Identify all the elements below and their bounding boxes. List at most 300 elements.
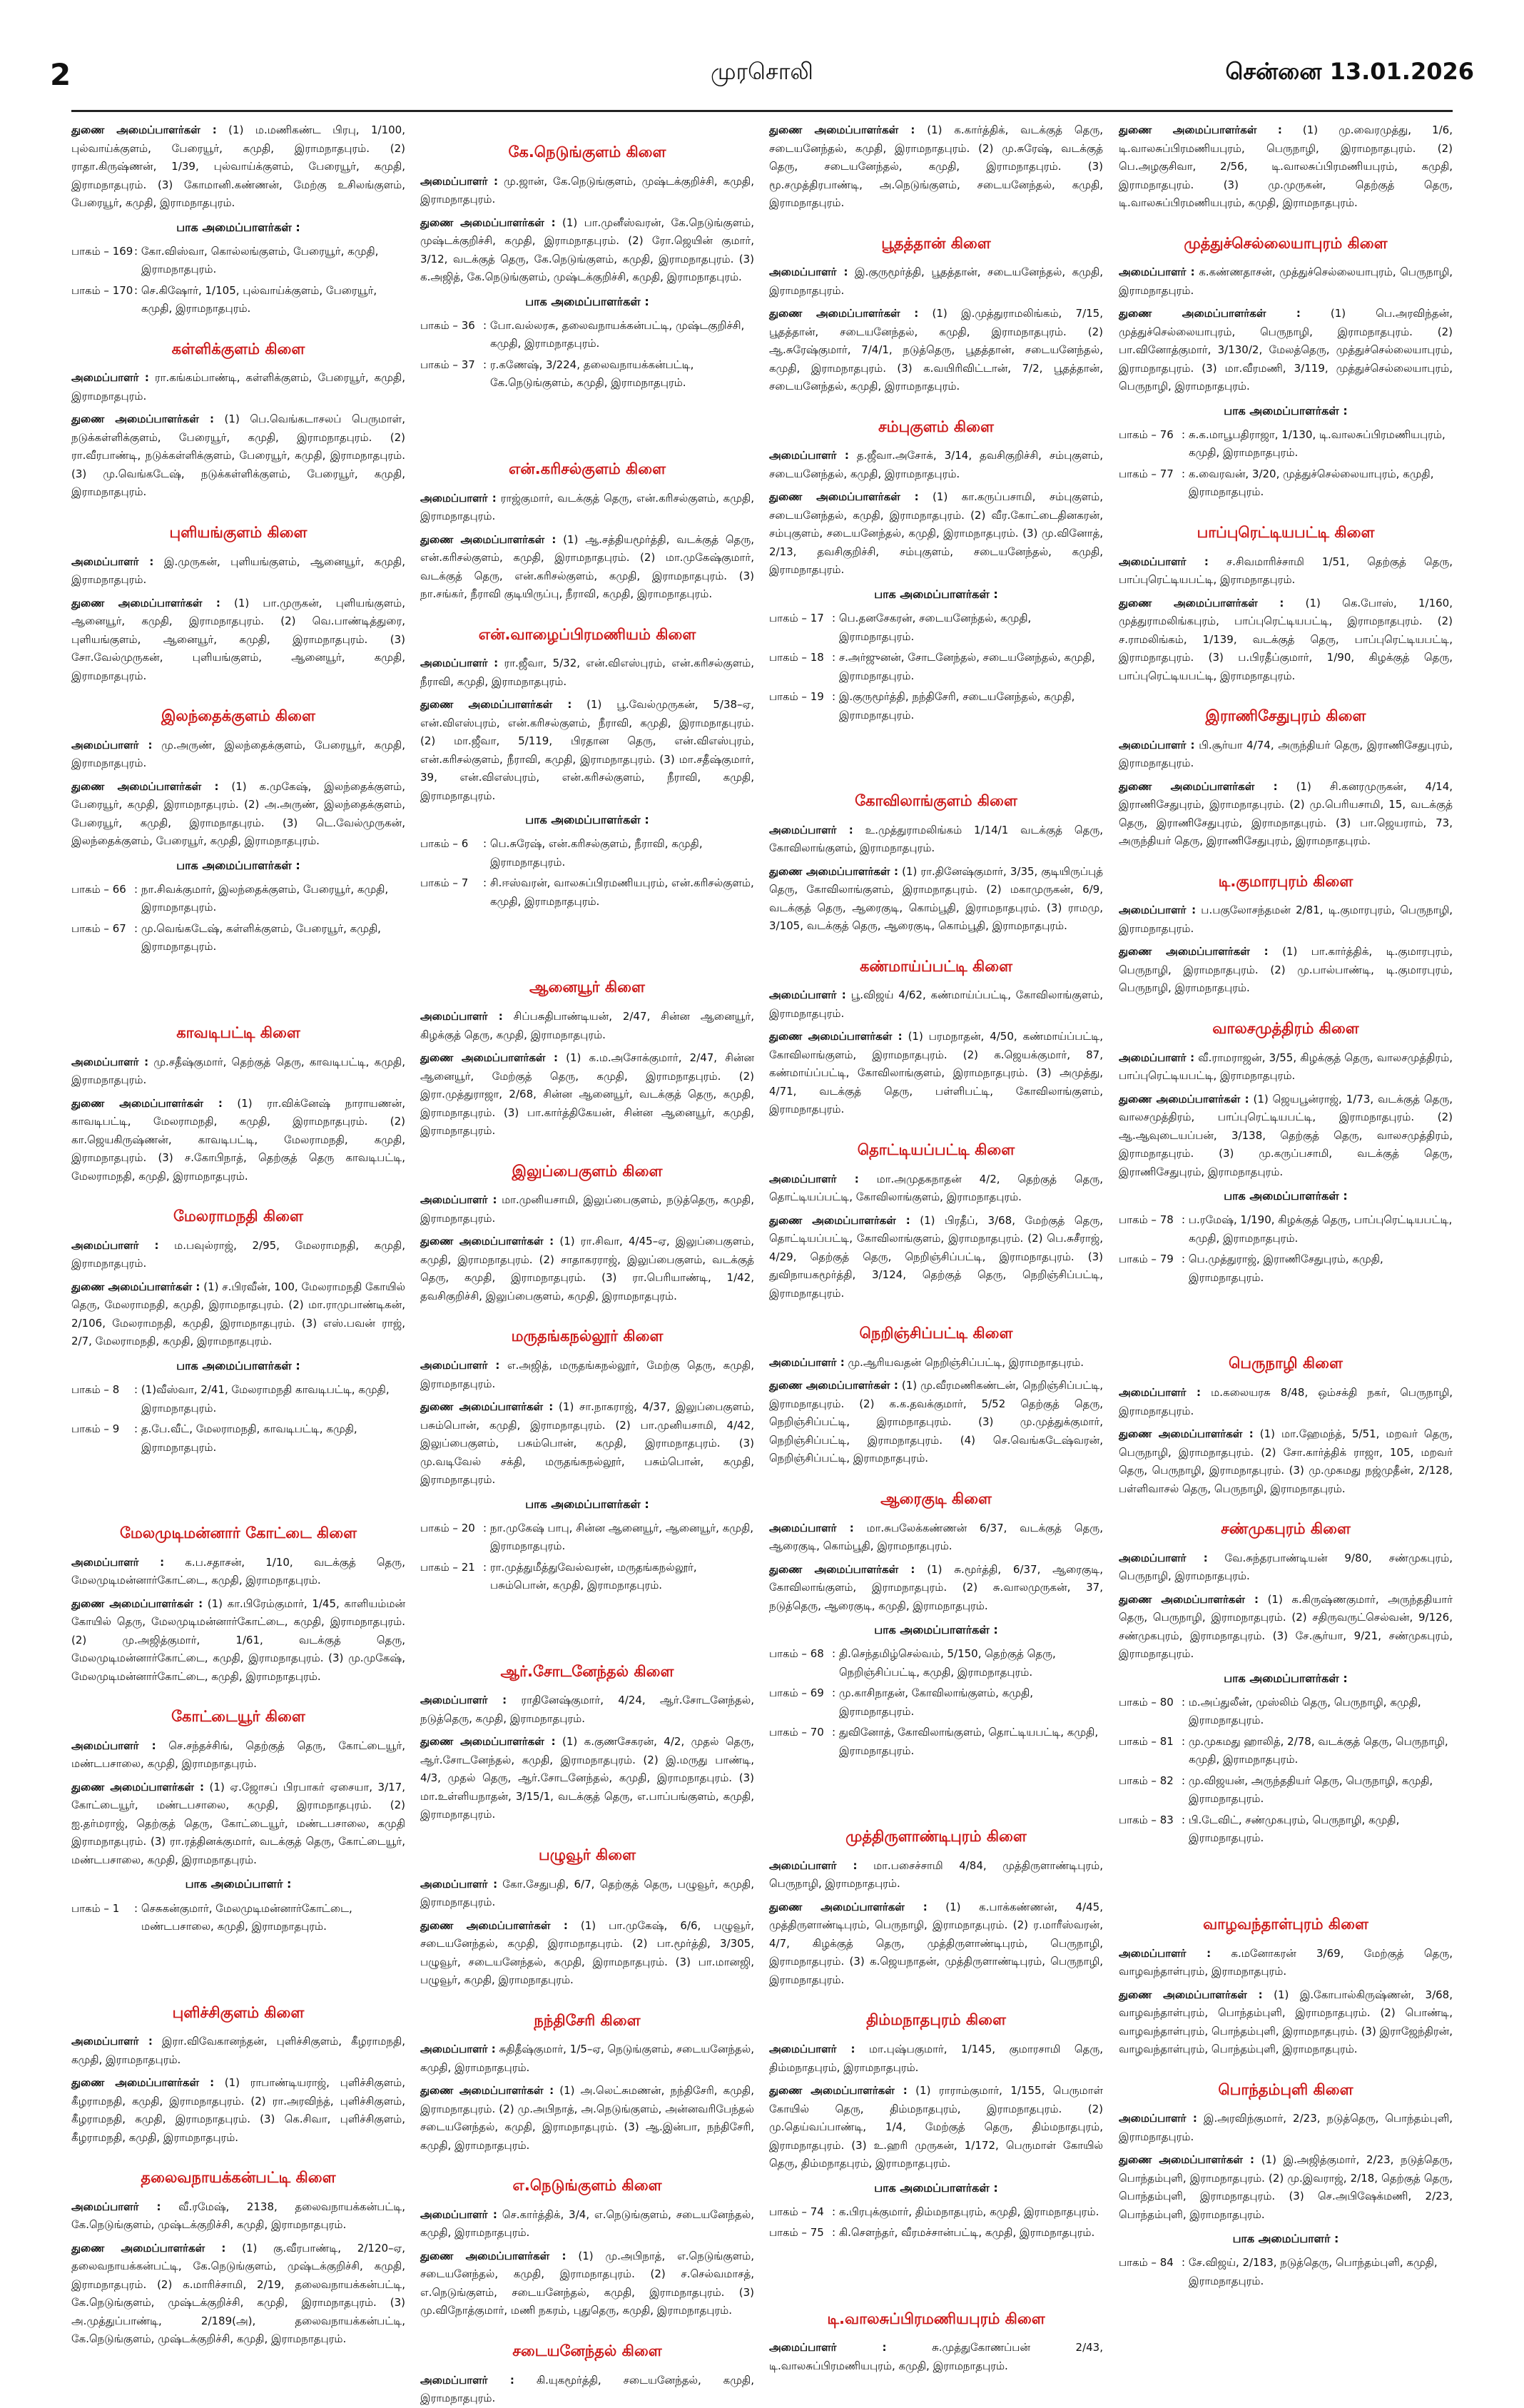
entry-label: அமைப்பாளர் : xyxy=(71,371,149,385)
entry-text: கோ.சேதுபதி, 6/7, தெற்குத் தெரு, பழுவூர், கமுதி, இராமநாதபுரம். xyxy=(420,1877,754,1909)
entry-text: (1) சு.மூர்த்தி, 6/37, ஆரைகுடி, கோவிலாங்குளம், இராமநாதபுரம். (2) சு.வாலமுருகன், 37, நடுத்தெரு, ஆரைகுடி, கமுதி, இராமநாதபுரம். xyxy=(769,1562,1103,1612)
sub-heading: பாக அமைப்பாளர்கள் : xyxy=(525,813,649,827)
booth-entry xyxy=(71,920,405,956)
entry-paragraph xyxy=(1119,1049,1453,1086)
section-heading: கே.நெடுங்குளம் கிளை xyxy=(508,143,666,161)
sub-heading: பாக அமைப்பாளர்கள் : xyxy=(1224,1189,1348,1203)
booth-entry xyxy=(1119,2254,1453,2290)
section-heading: கோவிலாங்குளம் கிளை xyxy=(855,792,1017,810)
entry-label: துணை அமைப்பாளர்கள் : xyxy=(769,1213,910,1227)
entry-label: அமைப்பாளர் : xyxy=(769,2043,855,2056)
booth-entry xyxy=(769,649,1103,685)
entry-label: அமைப்பாளர் : xyxy=(769,823,853,836)
entry-label: அமைப்பாளர் : xyxy=(1119,1051,1195,1064)
entry-paragraph xyxy=(769,305,1103,396)
entry-paragraph xyxy=(1119,1425,1453,1498)
booth-entry xyxy=(420,874,754,911)
page-header xyxy=(0,0,1524,92)
booth-detail: : சே.விஜய், 2/183, நடுத்தெரு, பொந்தம்புளி, கமுதி, இராமநாதபுரம். xyxy=(1182,2256,1438,2287)
entry-text: இ.முருகன், புளியங்குளம், ஆனையூர், கமுதி, இராமநாதபுரம். xyxy=(71,555,405,587)
entry-text: (1) பா.முகேஷ், 6/6, பழுவூர், சடையனேந்தல், கமுதி, இராமநாதபுரம். (2) பா.மூர்த்தி, 3/305, பழுவூர், சடையனேந்தல், கமுதி, இராமநாதபுரம். (3) பா.மானஜி, பழுவூர், கமுதி, இராமநாதபுரம். xyxy=(420,1918,754,1987)
spacer xyxy=(420,1598,754,1641)
section-heading: சண்முகபுரம் கிளை xyxy=(1221,1520,1351,1537)
entry-label: துணை அமைப்பாளர்கள் : xyxy=(1119,2153,1255,2167)
entry-label: துணை அமைப்பாளர்கள் : xyxy=(420,532,557,546)
entry-text: மா.முனியசாமி, இலுப்பைகுளம், நடுத்தெரு, கமுதி, இராமநாதபுரம். xyxy=(420,1193,754,1225)
entry-label: அமைப்பாளர் : xyxy=(769,1521,854,1534)
entry-text: (1) பெ.அரவிந்தன், முத்துச்செல்லையாபுரம், பெருநாழி, இராமநாதபுரம். (2) பா.வினோத்குமார், 3/130/2, மேலத்தெரு, முத்துச்செல்லையாபுரம், இராமநாதபுரம். (3) மா.வீரமணி, 3/119, முத்துச்செல்லையாபுரம், பெருநாழி, இராமநாதபுரம். xyxy=(1119,307,1453,393)
entry-paragraph xyxy=(769,2082,1103,2173)
entry-label: அமைப்பாளர் : xyxy=(71,1238,159,1252)
booth-detail: : செ.கிஷோர், 1/105, புல்வாய்க்குளம், பேரையூர், கமுதி, இராமநாதபுரம். xyxy=(134,283,377,315)
entry-paragraph xyxy=(71,778,405,851)
section-heading: காவடிபட்டி கிளை xyxy=(176,1023,300,1041)
entry-paragraph xyxy=(420,2247,754,2320)
booth-number: பாகம் – 75 xyxy=(769,2226,824,2240)
section-heading: ஆனையூர் கிளை xyxy=(529,978,645,996)
entry-label: துணை அமைப்பாளர்கள் : xyxy=(420,1400,554,1413)
booth-detail: : பெ.சுரேஷ், என்.கரிசல்குளம், நீராவி, கமுதி, இராமநாதபுரம். xyxy=(483,837,703,869)
booth-detail: : ர.கணேஷ், 3/224, தலைவநாயக்கன்பட்டி, கே.நெடுங்குளம், கமுதி, இராமநாதபுரம். xyxy=(483,358,694,390)
entry-text: (1) இ.அஜித்குமார், 2/23, நடுத்தெரு, பொந்தம்புளி, இராமநாதபுரம். (2) மு.இவராஜ், 2/18, தெற்குத் தெரு, பொந்தம்புளி, இராமநாதபுரம். (3) செ.அபிஷேக்மணி, 2/23, பொந்தம்புளி, இராமநாதபுரம். xyxy=(1119,2153,1453,2221)
entry-label: துணை அமைப்பாளர்கள் : xyxy=(71,1597,203,1610)
column-2 xyxy=(420,121,754,2405)
entry-paragraph xyxy=(420,214,754,287)
booth-number: பாகம் – 83 xyxy=(1119,1813,1174,1826)
entry-label: அமைப்பாளர் : xyxy=(769,1355,845,1369)
sub-heading: பாக அமைப்பாளர்கள் : xyxy=(176,1358,300,1372)
booth-detail: : ப.ரமேஷ், 1/190, கிழக்குத் தெரு, பாப்புரெட்டியபட்டி, கமுதி, இராமநாதபுரம். xyxy=(1182,1213,1453,1245)
entry-paragraph xyxy=(71,369,405,405)
section-heading: முத்துச்செல்லையாபுரம் கிளை xyxy=(1184,234,1388,252)
entry-paragraph xyxy=(420,2372,754,2408)
booth-entry xyxy=(420,835,754,871)
section-heading: எ.நெடுங்குளம் கிளை xyxy=(512,2177,662,2195)
entry-text: மு.அருண், இலந்தைக்குளம், பேரையூர், கமுதி, இராமநாதபுரம். xyxy=(71,738,405,770)
booth-number: பாகம் – 80 xyxy=(1119,1695,1174,1709)
entry-label: துணை அமைப்பாளர்கள் : xyxy=(420,1051,559,1065)
section-heading: இலந்தைக்குளம் கிளை xyxy=(161,707,316,725)
content-columns xyxy=(71,121,1453,2405)
entry-paragraph xyxy=(1119,553,1453,590)
entry-label: துணை அமைப்பாளர்கள் : xyxy=(769,490,919,504)
entry-paragraph xyxy=(769,1857,1103,1893)
entry-label: அமைப்பாளர் : xyxy=(1119,1386,1202,1399)
entry-label: அமைப்பாளர் : xyxy=(71,1055,149,1068)
entry-text: வே.சுந்தரபாண்டியன் 9/80, சண்முகபுரம், பெருநாழி, இராமநாதபுரம். xyxy=(1119,1551,1453,1583)
newspaper-name: முரசொலி xyxy=(711,58,813,85)
entry-text: (1) ம.மணிகண்ட பிரபு, 1/100, புல்வாய்க்குளம், பேரையூர், கமுதி, இராமநாதபுரம். (2) ராதா.கிருஷ்ணன், 1/39, புல்வாய்க்குளம், பேரையூர், கமுதி, இராமநாதபுரம். (3) கோமானி.கண்ணன், மேற்கு உசிலங்குளம், பேரையூர், கமுதி, இராமநாதபுரம். xyxy=(71,123,405,209)
booth-detail: : நா.முகேஷ் பாபு, சின்ன ஆனையூர், ஆனையூர், கமுதி, இராமநாதபுரம். xyxy=(483,1521,754,1553)
section-heading: தலைவநாயக்கன்பட்டி கிளை xyxy=(141,2169,336,2187)
entry-text: (1) பெ.வெங்கடாசலப் பெருமாள், நடுக்கள்ளிக்குளம், பேரையூர், கமுதி, இராமநாதபுரம். (2) ரா.வீரபாண்டி, நடுக்கள்ளிக்குளம், பேரையூர், கமுதி, இராமநாதபுரம். (3) மு.வெங்கடேஷ், நடுக்கள்ளிக்குளம், பேரையூர், கமுதி, இராமநாதபுரம். xyxy=(71,413,405,499)
booth-entry xyxy=(1119,1733,1453,1769)
sub-heading: பாக அமைப்பாளர்கள் : xyxy=(176,858,300,872)
column-1 xyxy=(71,121,405,2346)
entry-paragraph xyxy=(769,863,1103,936)
entry-paragraph xyxy=(71,1595,405,1686)
section-heading: கள்ளிக்குளம் கிளை xyxy=(171,340,305,358)
column-4 xyxy=(1119,121,1453,2327)
sub-heading: பாக அமைப்பாளர்கள் : xyxy=(525,294,649,308)
entry-paragraph xyxy=(71,1554,405,1590)
entry-paragraph xyxy=(71,1278,405,1351)
entry-text: இரா.விவேகானந்தன், புளிச்சிகுளம், கீழராமநதி, கமுதி, இராமநாதபுரம். xyxy=(71,2035,405,2066)
entry-paragraph xyxy=(1119,2151,1453,2224)
entry-text: மா.அமுதகநாதன் 4/2, தெற்குத் தெரு, தொட்டியப்பட்டி, கோவிலாங்குளம், இராமநாதபுரம். xyxy=(769,1172,1103,1204)
booth-detail: : துவினோத், கோவிலாங்குளம், தொட்டியபட்டி, கமுதி, இராமநாதபுரம். xyxy=(832,1726,1099,1757)
entry-label: அமைப்பாளர் : xyxy=(1119,555,1209,568)
sub-heading: பாக அமைப்பாளர்கள் : xyxy=(176,220,300,234)
section-heading: பொந்தம்புளி கிளை xyxy=(1218,2080,1353,2098)
entry-text: இ.அரவிந்குமார், 2/23, நடுத்தெரு, பொந்தம்புளி, இராமநாதபுரம். xyxy=(1119,2112,1453,2143)
entry-label: துணை அமைப்பாளர்கள் : xyxy=(1119,596,1284,609)
entry-label: அமைப்பாளர் : xyxy=(420,1359,500,1372)
entry-text: (1) சி.கனரமுருகன், 4/14, இராணிசேதுபுரம், இராமநாதபுரம். (2) மு.பெரியசாமி, 15, வடக்குத் தெரு, இராணிசேதுபுரம், இராமநாதபுரம். (3) பா.ஜெயராம், 73, அருந்தியர் தெரு, இராணிசேதுபுரம், இராமநாதபுரம். xyxy=(1119,779,1453,848)
section-heading: பூதத்தான் கிளை xyxy=(881,234,991,252)
entry-text: க.மனோகரன் 3/69, மேற்குத் தெரு, வாழவந்தாள்புரம், இராமநாதபுரம். xyxy=(1119,1946,1453,1978)
entry-text: (1) மு.அபிநாத், எ.நெடுங்குளம், சடையனேந்தல், கமுதி, இராமநாதபுரம். (2) ச.செல்வமாசத், எ.நெடுங்குளம், சடையனேந்தல், கமுதி, இராமநாதபுரம். (3) மு.விநோத்குமார், மணி நகரம், புதுதெரு, கமுதி, இராமநாதபுரம். xyxy=(420,2249,754,2317)
booth-entry xyxy=(71,1420,405,1457)
entry-text: சிப்பசுதிபாண்டியன், 2/47, சின்ன ஆனையூர், கிழக்குத் தெரு, கமுதி, இராமநாதபுரம். xyxy=(420,1010,754,1041)
spacer xyxy=(769,2245,1103,2288)
booth-number: பாகம் – 18 xyxy=(769,651,824,664)
booth-entry xyxy=(71,282,405,318)
entry-text: (1) பூ.வேல்முருகன், 5/38–ஏ, என்.விஎஸ்புரம், என்.கரிசல்குளம், நீராவி, கமுதி, இராமநாதபுரம். (2) மா.ஜீவா, 5/119, பிரதான தெரு, என்.விஎஸ்புரம், என்.கரிசல்குளம், நீராவி, கமுதி, இராமநாதபுரம். (3) மா.சதீஷ்குமார், 39, என்.விஎஸ்புரம், என்.கரிசல்குளம், நீராவி, கமுதி, இராமநாதபுரம். xyxy=(420,698,754,802)
entry-paragraph xyxy=(1119,121,1453,213)
booth-entry xyxy=(1119,1772,1453,1808)
entry-paragraph xyxy=(1119,778,1453,851)
booth-number: பாகம் – 67 xyxy=(71,921,126,935)
booth-detail: : பி.டேவிட், சண்முகபுரம், பெருநாழி, கமுதி, இராமநாதபுரம். xyxy=(1182,1813,1400,1845)
entry-label: அமைப்பாளர் : xyxy=(71,1555,165,1569)
entry-label: அமைப்பாளர் : xyxy=(1119,738,1195,752)
spacer xyxy=(769,727,1103,770)
entry-paragraph xyxy=(1119,943,1453,998)
entry-paragraph xyxy=(71,595,405,686)
entry-label: துணை அமைப்பாளர்கள் : xyxy=(1119,779,1278,793)
entry-label: துணை அமைப்பாளர்கள் : xyxy=(769,1030,903,1043)
entry-paragraph xyxy=(769,1028,1103,1119)
entry-label: துணை அமைப்பாளர்கள் : xyxy=(71,779,219,793)
entry-label: துணை அமைப்பாளர்கள் : xyxy=(769,2084,908,2098)
entry-text: (1) க.கிருஷ்ணகுமார், அருந்ததியார் தெரு, பெருநாழி, இராமநாதபுரம். (2) சதிருவருட்செல்வன், 9/126, சண்முகபுரம், இராமநாதபுரம். (3) சே.சூர்யா, 9/21, சண்முகபுரம், இராமநாதபுரம். xyxy=(1119,1592,1453,1661)
entry-text: கி.யுகமூர்த்தி, சடையனேந்தல், கமுதி, இராமநாதபுரம். xyxy=(420,2373,754,2405)
entry-label: அமைப்பாளர் : xyxy=(420,1010,503,1023)
entry-paragraph xyxy=(769,447,1103,483)
entry-paragraph xyxy=(71,1095,405,1186)
entry-text: மா.சுபலேக்கண்ணன் 6/37, வடக்குத் தெரு, ஆரைகுடி, கொம்பூதி, இராமநாதபுரம். xyxy=(769,1521,1103,1552)
entry-paragraph xyxy=(71,1779,405,1870)
entry-text: மு.ஆரியவதன் நெறிஞ்சிப்பட்டி, இராமநாதபுரம். xyxy=(844,1355,1084,1369)
entry-paragraph xyxy=(1119,1591,1453,1664)
entry-paragraph xyxy=(769,1212,1103,1303)
entry-text: (1) கா.பிரேம்குமார், 1/45, காளியம்மன் கோயில் தெரு, மேலமுடிமன்னார்கோட்டை, கமுதி, இராமநாதபுரம். (2) மு.அஜித்குமார், 1/61, வடக்குத் தெரு, மேலமுடிமன்னார்கோட்டை, கமுதி, இராமநாதபுரம். (3) மு.முகேஷ், மேலமுடிமன்னார்கோட்டை, கமுதி, இராமநாதபுரம். xyxy=(71,1597,405,1683)
booth-detail: : செசுகன்குமார், மேலமுடிமன்னார்கோட்டை, மண்டபசாலை, கமுதி, இராமநாதபுரம். xyxy=(134,1901,352,1933)
booth-number: பாகம் – 7 xyxy=(420,876,469,890)
booth-number: பாகம் – 9 xyxy=(71,1422,120,1435)
entry-text: த.ஜீவா.அசோக், 3/14, தவசிகுறிச்சி, சம்புகுளம், சடையனேந்தல், கமுதி, இராமநாதபுரம். xyxy=(769,449,1103,480)
section-heading: கண்மாய்ப்பட்டி கிளை xyxy=(859,957,1013,975)
booth-number: பாகம் – 1 xyxy=(71,1901,120,1915)
entry-paragraph xyxy=(1119,1384,1453,1420)
spacer xyxy=(1119,1851,1453,1893)
booth-detail: : மு.முகமது ஹாலித், 2/78, வடக்குத் தெரு, பெருநாழி, கமுதி, இராமநாதபுரம். xyxy=(1182,1734,1448,1766)
booth-entry xyxy=(769,1645,1103,1681)
entry-paragraph xyxy=(420,173,754,209)
entry-text: க.கண்ணதாசன், முத்துச்செல்லையாபுரம், பெருநாழி, இராமநாதபுரம். xyxy=(1119,265,1453,297)
entry-label: துணை அமைப்பாளர்கள் : xyxy=(420,2084,554,2098)
entry-label: அமைப்பாளர் : xyxy=(71,555,154,568)
city-date: சென்னை 13.01.2026 xyxy=(1225,58,1474,85)
booth-entry xyxy=(769,1724,1103,1760)
entry-text: மா.பசைச்சாமி 4/84, முத்திருளாண்டிபுரம், பெருநாழி, இராமநாதபுரம். xyxy=(769,1858,1103,1891)
booth-entry xyxy=(769,2224,1103,2242)
booth-detail: : சு.க.மாபூபதிராஜா, 1/130, டி.வாலசுப்பிரமணியபுரம், கமுதி, இராமநாதபுரம். xyxy=(1182,428,1446,460)
entry-text: (1) கெ.போஸ், 1/160, முத்துராமலிங்கபுரம், பாப்புரெட்டியபட்டி, இராமநாதபுரம். (2) ச.ராமலிங்கம், 1/139, வடக்குத் தெரு, பாப்புரெட்டியபட்டி, இராமநாதபுரம். (3) ப.பிரதீப்குமார், 1/90, கிழக்குத் தெரு, பாப்புரெட்டியபட்டி, இராமநாதபுரம். xyxy=(1119,596,1453,682)
entry-text: ரா.கங்கம்பாண்டி, கள்ளிக்குளம், பேரையூர், கமுதி, இராமநாதபுரம். xyxy=(71,371,405,403)
entry-paragraph xyxy=(71,2074,405,2147)
booth-number: பாகம் – 169 xyxy=(71,244,133,258)
booth-entry xyxy=(769,2203,1103,2222)
entry-label: துணை அமைப்பாளர்கள் : xyxy=(1119,123,1282,136)
booth-detail: : சி.ஈஸ்வரன், வாலசுப்பிரமணியபுரம், என்.கரிசல்குளம், கமுதி, இராமநாதபுரம். xyxy=(483,876,754,908)
entry-label: அமைப்பாளர் : xyxy=(769,1172,859,1185)
sub-heading: பாக அமைப்பாளர்கள் : xyxy=(874,2180,998,2195)
entry-paragraph xyxy=(420,1691,754,1728)
booth-detail: : மு.காசிநாதன், கோவிலாங்குளம், கமுதி, இராமநாதபுரம். xyxy=(832,1686,1034,1718)
section-heading: வாழவந்தாள்புரம் கிளை xyxy=(1203,1915,1368,1933)
booth-entry xyxy=(1119,1211,1453,1248)
entry-label: துணை அமைப்பாளர்கள் : xyxy=(1119,1988,1263,2001)
entry-text: (1) இ.முத்துராமலிங்கம், 7/15, பூதத்தான், சடையனேந்தல், கமுதி, இராமநாதபுரம். (2) ஆ.சுரேஷ்குமார், 7/4/1, நடுத்தெரு, பூதத்தான், சடையனேந்தல், கமுதி, இராமநாதபுரம். (3) க.வயிரிவிட்டான், 7/2, பூதத்தான், சடையனேந்தல், கமுதி, இராமநாதபுரம். xyxy=(769,307,1103,393)
spacer xyxy=(420,914,754,956)
entry-paragraph xyxy=(769,821,1103,858)
entry-text: (1) க.ம.அசோக்குமார், 2/47, சின்ன ஆனையூர், மேற்குத் தெரு, கமுதி, இராமநாதபுரம். (2) இரா.முத்துராஜா, 2/68, சின்ன ஆனையூர், வடக்குத் தெரு, கமுதி, இராமநாதபுரம். (3) பா.கார்த்திகேயன், சின்ன ஆனையூர், கமுதி, இராமநாதபுரம். xyxy=(420,1051,754,1138)
entry-paragraph xyxy=(420,1876,754,1912)
entry-paragraph xyxy=(71,2033,405,2069)
entry-label: அமைப்பாளர் : xyxy=(769,449,849,462)
entry-text: (1) மு.வைரமுத்து, 1/6, டி.வாலசுப்பிரமணியபுரம், பெருநாழி, இராமநாதபுரம். (2) பெ.அழகுசிவா, 2/56, டி.வாலசுப்பிரமணியபுரம், கமுதி, இராமநாதபுரம். (3) மு.முருகன், தெற்குத் தெரு, டி.வாலசுப்பிரமணியபுரம், கமுதி, இராமநாதபுரம். xyxy=(1119,123,1453,209)
entry-paragraph xyxy=(769,1561,1103,1616)
booth-entry xyxy=(420,317,754,353)
entry-text: (1) க.கார்த்திக், வடக்குத் தெரு, சடையனேந்தல், கமுதி, இராமநாதபுரம். (2) மு.சுரேஷ், வடக்குத் தெரு, சடையனேந்தல், கமுதி, இராமநாதபுரம். (3) மூ.சமுத்திரபாண்டி, அ.நெடுங்குளம், சடையனேந்தல், கமுதி, இராமநாதபுரம். xyxy=(769,123,1103,209)
sub-heading: பாக அமைப்பாளர்கள் : xyxy=(525,1497,649,1511)
booth-entry xyxy=(420,356,754,393)
spacer xyxy=(71,1939,405,1982)
entry-paragraph xyxy=(420,531,754,604)
booth-entry xyxy=(420,1519,754,1556)
entry-paragraph xyxy=(71,121,405,213)
entry-paragraph xyxy=(769,2339,1103,2375)
entry-text: இ.குருமூர்த்தி, பூதத்தான், சடையனேந்தல், கமுதி, இராமநாதபுரம். xyxy=(769,265,1103,297)
entry-text: ராஜ்குமார், வடக்குத் தெரு, என்.கரிசல்குளம், கமுதி, இராமநாதபுரம். xyxy=(420,491,754,523)
entry-label: துணை அமைப்பாளர்கள் : xyxy=(1119,945,1269,958)
section-heading: வாலசமுத்திரம் கிளை xyxy=(1212,1019,1359,1037)
entry-paragraph xyxy=(769,1898,1103,1990)
section-heading: தொட்டியப்பட்டி கிளை xyxy=(857,1140,1015,1158)
entry-text: சுதிதீஷ்குமார், 1/5–ஏ, நெடுங்குளம், சடையனேந்தல், கமுதி, இராமநாதபுரம். xyxy=(420,2043,754,2074)
booth-number: பாகம் – 37 xyxy=(420,358,475,371)
entry-label: துணை அமைப்பாளர்கள் : xyxy=(420,2249,567,2262)
booth-entry xyxy=(1119,1250,1453,1287)
entry-text: (1) ரா.தினேஷ்குமார், 3/35, குடியிருப்புத் தெரு, கோவிலாங்குளம், இராமநாதபுரம். (2) மகாமுருகன், 6/9, வடக்குத் தெரு, ஆரைகுடி, கொம்பூதி, இராமநாதபுரம். (3) ராமமு, 3/105, வடக்குத் தெரு, ஆரைகுடி, கொம்பூதி, இராமநாதபுரம். xyxy=(769,864,1103,933)
entry-paragraph xyxy=(1119,305,1453,396)
entry-text: (1) சா.நாகராஜ், 4/37, இலுப்பைகுளம், பசும்பொன், கமுதி, இராமநாதபுரம். (2) பா.முனியசாமி, 4/42, இலுப்பைகுளம், பசும்பொன், கமுதி, இராமநாதபுரம். (3) மு.வடிவேல் சக்தி, மருதங்கநல்லூர், பசும்பொன், கமுதி, இராமநாதபுரம். xyxy=(420,1400,754,1486)
entry-text: (1) ஜெயபூன்ராஜ், 1/73, வடக்குத் தெரு, வாலசமுத்திரம், பாப்புரெட்டியபட்டி, இராமநாதபுரம். (2) ஆ.ஆவுடையப்பன், 3/138, தெற்குத் தெரு, வாலசமுத்திரம், இராமநாதபுரம். (3) மு.கருப்பசாமி, வடக்குத் தெரு, இராணிசேதுபுரம், இராமநாதபுரம். xyxy=(1119,1092,1453,1178)
entry-text: (1) பா.கார்த்திக், டி.குமாரபுரம், பெருநாழி, இராமநாதபுரம். (2) மு.பால்பாண்டி, டி.குமாரபுரம், பெருநாழி, இராமநாதபுரம். xyxy=(1119,945,1453,995)
section-heading: நெறிஞ்சிப்பட்டி கிளை xyxy=(859,1325,1013,1342)
section-heading: இராணிசேதுபுரம் கிளை xyxy=(1205,707,1366,725)
entry-label: அமைப்பாளர் : xyxy=(1119,904,1197,917)
entry-label: துணை அமைப்பாளர்கள் : xyxy=(420,698,572,712)
booth-entry xyxy=(71,881,405,917)
booth-number: பாகம் – 74 xyxy=(769,2205,824,2218)
entry-paragraph xyxy=(769,1354,1103,1372)
section-heading: மருதங்கநல்லூர் கிளை xyxy=(511,1327,664,1345)
entry-text: (1) ச.பிரவீன், 100, மேலராமநதி கோயில் தெரு, மேலராமநதி, கமுதி, இராமநாதபுரம். (2) மா.ராமுபாண்டிகன், 2/106, மேலராமநதி, கமுதி, இராமநாதபுரம். (3) எஸ்.பவன் ராஜ், 2/7, மேலராமநதி, கமுதி, இராமநாதபுரம். xyxy=(71,1280,405,1348)
entry-label: அமைப்பாளர் : xyxy=(420,1193,497,1207)
booth-number: பாகம் – 6 xyxy=(420,837,469,851)
entry-text: (1) கு.வீரபாண்டி, 2/120–ஏ, தலைவநாயக்கன்பட்டி, கே.நெடுங்குளம், முஷ்டக்குறிச்சி, கமுதி, இராமநாதபுரம். (2) க.மாரிச்சாமி, 2/19, தலைவநாயக்கன்பட்டி, கே.நெடுங்குளம், முஷ்டக்குறிச்சி, கமுதி, இராமநாதபுரம். (3) அ.முத்துப்பாண்டி, 2/189(அ), தலைவநாயக்கன்பட்டி, கே.நெடுங்குளம், முஷ்டக்குறிச்சி, கமுதி, இராமநாதபுரம். xyxy=(71,2241,405,2346)
booth-number: பாகம் – 20 xyxy=(420,1521,475,1534)
entry-text: எ.அஜித், மருதங்கநல்லூர், மேற்கு தெரு, கமுதி, இராமநாதபுரம். xyxy=(420,1359,754,1390)
booth-detail: : க.பிரபுக்குமார், திம்மநாதபுரம், கமுதி, இராமநாதபுரம். xyxy=(832,2205,1099,2218)
entry-label: அமைப்பாளர் : xyxy=(420,174,498,188)
entry-paragraph xyxy=(71,2240,405,2349)
section-heading: புளியங்குளம் கிளை xyxy=(169,523,308,541)
section-heading: என்.வாழைப்பிரமணியம் கிளை xyxy=(478,625,696,643)
entry-label: அமைப்பாளர் : xyxy=(769,265,848,279)
entry-label: துணை அமைப்பாளர்கள் : xyxy=(420,1735,556,1749)
entry-label: அமைப்பாளர் : xyxy=(71,2035,153,2048)
entry-label: துணை அமைப்பாளர்கள் : xyxy=(71,2076,215,2090)
section-heading: என்.கரிசல்குளம் கிளை xyxy=(508,460,666,477)
sub-heading: பாக அமைப்பாளர்கள் : xyxy=(1224,403,1348,418)
entry-text: (1) அ.லெட்சுமணன், நந்திசேரி, கமுதி, இராமநாதபுரம். (2) மு.அபிநாத், அ.நெடுங்குளம், அன்னவரிபேந்தல் சடையனேந்தல், கமுதி, இராமநாதபுரம். (3) ஆ.இன்பா, நந்திசேரி, கமுதி, இராமநாதபுரம். xyxy=(420,2084,754,2152)
entry-text: க.ப.சதாசன், 1/10, வடக்குத் தெரு, மேலமுடிமன்னார்கோட்டை, கமுதி, இராமநாதபுரம். xyxy=(71,1555,405,1587)
entry-paragraph xyxy=(71,1737,405,1774)
entry-paragraph xyxy=(420,1233,754,1305)
entry-label: அமைப்பாளர் : xyxy=(1119,2112,1197,2125)
entry-text: (1) ஆ.சத்தியமூர்த்தி, வடக்குத் தெரு, என்.கரிசல்குளம், கமுதி, இராமநாதபுரம். (2) மா.முகேஷ்குமார், வடக்குத் தெரு, என்.கரிசல்குளம், கமுதி, இராமநாதபுரம். (3) நா.சங்கர், நீராவி குடியிருப்பு, நீராவி, கமுதி, இராமநாதபுரம். xyxy=(420,532,754,601)
entry-paragraph xyxy=(769,2040,1103,2077)
entry-paragraph xyxy=(769,263,1103,300)
section-heading: புளிச்சிகுளம் கிளை xyxy=(172,2003,305,2021)
entry-label: துணை அமைப்பாளர்கள் : xyxy=(71,413,214,426)
entry-text: (1) பா.முனீஸ்வரன், கே.நெடுங்குளம், முஷ்டக்குறிச்சி, கமுதி, இராமநாதபுரம். (2) ரோ.ஜெயின் குமார், 3/12, வடக்குத் தெரு, கே.நெடுங்குளம், கமுதி, இராமநாதபுரம். (3) க.அஜித், கே.நெடுங்குளம், முஷ்டக்குறிச்சி, கமுதி, இராமநாதபுரம். xyxy=(420,216,754,284)
entry-paragraph xyxy=(1119,737,1453,773)
entry-label: துணை அமைப்பாளர்கள் : xyxy=(1119,307,1301,320)
entry-text: மு.ஜான், கே.நெடுங்குளம், முஷ்டக்குறிச்சி, கமுதி, இராமநாதபுரம். xyxy=(420,174,754,206)
entry-label: துணை அமைப்பாளர்கள் : xyxy=(71,1280,200,1293)
entry-label: அமைப்பாளர் : xyxy=(420,1877,498,1891)
entry-paragraph xyxy=(71,2198,405,2235)
section-heading: நந்திசேரி கிளை xyxy=(534,2011,641,2029)
entry-paragraph xyxy=(769,488,1103,580)
entry-label: துணை அமைப்பாளர்கள் : xyxy=(769,864,898,878)
sub-heading: பாக அமைப்பாளர்கள் : xyxy=(874,587,998,601)
entry-text: ராதினேஷ்குமார், 4/24, ஆர்.சோடனேந்தல், நடுத்தெரு, கமுதி, இராமநாதபுரம். xyxy=(420,1694,754,1725)
column-3 xyxy=(769,121,1103,2372)
booth-detail: : ம.அப்துலீன், முஸ்லிம் தெரு, பெருநாழி, கமுதி, இராமநாதபுரம். xyxy=(1182,1695,1421,1727)
booth-detail: : த.பே.வீட், மேலராமநதி, காவடிபட்டி, கமுதி, இராமநாதபுரம். xyxy=(134,1422,357,1454)
booth-detail: : பெ.தனசேகரன், சடையனேந்தல், கமுதி, இராமநாதபுரம். xyxy=(832,612,1032,643)
booth-detail: : கி.சௌந்தர், வீரமச்சான்பட்டி, கமுதி, இராமநாதபுரம். xyxy=(832,2226,1095,2240)
entry-text: ம.பவுல்ராஜ், 2/95, மேலராமநதி, கமுதி, இராமநாதபுரம். xyxy=(71,1238,405,1270)
booth-detail: : போ.வல்லரசு, தலைவநாயக்கன்பட்டி, முஷ்டகுறிச்சி, கமுதி, இராமநாதபுரம். xyxy=(483,318,745,350)
entry-label: துணை அமைப்பாளர்கள் : xyxy=(1119,1427,1254,1440)
entry-paragraph xyxy=(420,2206,754,2242)
booth-entry xyxy=(1119,1811,1453,1848)
section-heading: மேலமுடிமன்னார் கோட்டை கிளை xyxy=(119,1524,357,1542)
entry-paragraph xyxy=(1119,901,1453,938)
page-number: 2 xyxy=(50,57,71,92)
entry-text: மு.சதீஷ்குமார், தெற்குத் தெரு, காவடிபட்டி, கமுதி, இராமநாதபுரம். xyxy=(71,1055,405,1087)
booth-number: பாகம் – 170 xyxy=(71,283,133,297)
booth-detail: : இ.குருமூர்த்தி, நந்திசேரி, சடையனேந்தல், கமுதி, இராமநாதபுரம். xyxy=(832,690,1075,722)
entry-paragraph xyxy=(1119,595,1453,686)
entry-text: (1) ரா.சிவா, 4/45–ஏ, இலுப்பைகுளம், கமுதி, இராமநாதபுரம். (2) சாதாகரராஜ், இலுப்பைகுளம், வடக்குத் தெரு, கமுதி, இராமநாதபுரம். (3) ரா.பெரியாண்டி, 1/42, தவசிகுறிச்சி, இலுப்பைகுளம், கமுதி, இராமநாதபுரம். xyxy=(420,1235,754,1302)
booth-entry xyxy=(769,609,1103,646)
booth-detail: : (1)வீஸ்வா, 2/41, மேலராமநதி காவடிபட்டி, கமுதி, இராமநாதபுரம். xyxy=(134,1383,390,1415)
entry-paragraph xyxy=(420,1049,754,1140)
booth-number: பாகம் – 81 xyxy=(1119,1734,1174,1748)
section-heading: மேலராமநதி கிளை xyxy=(173,1208,303,1225)
entry-label: அமைப்பாளர் : xyxy=(1119,1946,1211,1960)
entry-text: பூ.விஜய் 4/62, கண்மாய்ப்பட்டி, கோவிலாங்குளம், இராமநாதபுரம். xyxy=(769,988,1103,1020)
entry-label: அமைப்பாளர் : xyxy=(769,1858,858,1872)
entry-label: துணை அமைப்பாளர்கள் : xyxy=(71,1096,223,1110)
entry-paragraph xyxy=(71,553,405,590)
section-heading: பெருநாழி கிளை xyxy=(1229,1355,1343,1372)
entry-paragraph xyxy=(420,1398,754,1489)
entry-text: (1) பிரதீப், 3/68, மேற்குத் தெரு, தொட்டியப்பட்டி, கோவிலாங்குளம், இராமநாதபுரம். (2) பெ.சுசீராஜ், 4/29, தெற்குத் தெரு, நெறிஞ்சிப்பட்டி, இராமநாதபுரம். (3) துவிநாயகமூர்த்தி, 3/124, தெற்குத் தெரு, நெறிஞ்சிப்பட்டி, இராமநாதபுரம். xyxy=(769,1213,1103,1300)
section-heading: டி.வாலசுப்பிரமணியபுரம் கிளை xyxy=(827,2310,1045,2327)
entry-label: துணை அமைப்பாளர்கள் : xyxy=(769,307,919,320)
entry-text: (1) க.முகேஷ், இலந்தைக்குளம், பேரையூர், கமுதி, இராமநாதபுரம். (2) அ.அருண், இலந்தைக்குளம், பேரையூர், கமுதி, இராமநாதபுரம். (3) டெ.வேல்முருகன், இலந்தைக்குளம், பேரையூர், கமுதி, இராமநாதபுரம். xyxy=(71,779,405,848)
entry-paragraph xyxy=(420,696,754,805)
entry-paragraph xyxy=(420,1357,754,1393)
section-heading: டி.குமாரபுரம் கிளை xyxy=(1218,872,1353,890)
entry-label: அமைப்பாளர் : xyxy=(420,2043,496,2056)
entry-label: அமைப்பாளர் : xyxy=(1119,1551,1208,1564)
sub-heading: பாக அமைப்பாளர் : xyxy=(185,1877,292,1891)
entry-label: துணை அமைப்பாளர்கள் : xyxy=(420,1918,568,1932)
booth-detail: : கோ.விஸ்வா, கொல்லங்குளம், பேரையூர், கமுதி, இராமநாதபுரம். xyxy=(134,244,379,276)
entry-paragraph xyxy=(1119,1986,1453,2059)
booth-detail: : பெ.முத்துராஜ், இராணிசேதுபுரம், கமுதி, இராமநாதபுரம். xyxy=(1182,1253,1383,1284)
entry-text: வீ.ராமராஜன், 3/55, கிழக்குத் தெரு, வாலசமுத்திரம், பாப்புரெட்டியபட்டி, இராமநாதபுரம். xyxy=(1119,1051,1453,1083)
entry-paragraph xyxy=(769,1377,1103,1468)
entry-label: துணை அமைப்பாளர்கள் : xyxy=(71,1780,204,1794)
booth-number: பாகம் – 36 xyxy=(420,318,475,332)
entry-paragraph xyxy=(1119,263,1453,300)
entry-text: (1) இ.கோபால்கிருஷ்ணன், 3/68, வாழவந்தாள்புரம், பொந்தம்புளி, இராமநாதபுரம். (2) பொண்டி, வாழவந்தாள்புரம், பொந்தம்புளி, இராமநாதபுரம். (3) இராஜேந்திரன், வாழவந்தாள்புரம், பொந்தம்புளி, இராமநாதபுரம். xyxy=(1119,1988,1453,2056)
entry-text: ரா.ஜீவா, 5/32, என்.விஎஸ்புரம், என்.கரிசல்குளம், நீராவி, கமுதி, இராமநாதபுரம். xyxy=(420,657,754,688)
entry-label: துணை அமைப்பாளர்கள் : xyxy=(769,1562,915,1576)
entry-text: பி.சூர்யா 4/74, அருந்தியர் தெரு, இராணிசேதுபுரம், இராமநாதபுரம். xyxy=(1119,738,1453,770)
spacer xyxy=(71,1460,405,1502)
sub-heading: பாக அமைப்பாளர் : xyxy=(1232,2232,1339,2246)
booth-detail: : நா.சிவக்குமார், இலந்தைக்குளம், பேரையூர், கமுதி, இராமநாதபுரம். xyxy=(134,882,389,914)
booth-number: பாகம் – 69 xyxy=(769,1686,824,1700)
entry-paragraph xyxy=(71,1237,405,1273)
entry-text: சு.முத்துகோணப்பன் 2/43, டி.வாலசுப்பிரமணியபுரம், கமுதி, இராமநாதபுரம். xyxy=(769,2341,1103,2372)
section-heading: முத்திருளாண்டிபுரம் கிளை xyxy=(845,1828,1027,1846)
booth-detail: : தி.செந்தமிழ்செல்வம், 5/150, தெற்குத் தெரு, நெறிஞ்சிப்பட்டி, கமுதி, இராமநாதபுரம். xyxy=(832,1647,1056,1679)
entry-paragraph xyxy=(769,1170,1103,1207)
